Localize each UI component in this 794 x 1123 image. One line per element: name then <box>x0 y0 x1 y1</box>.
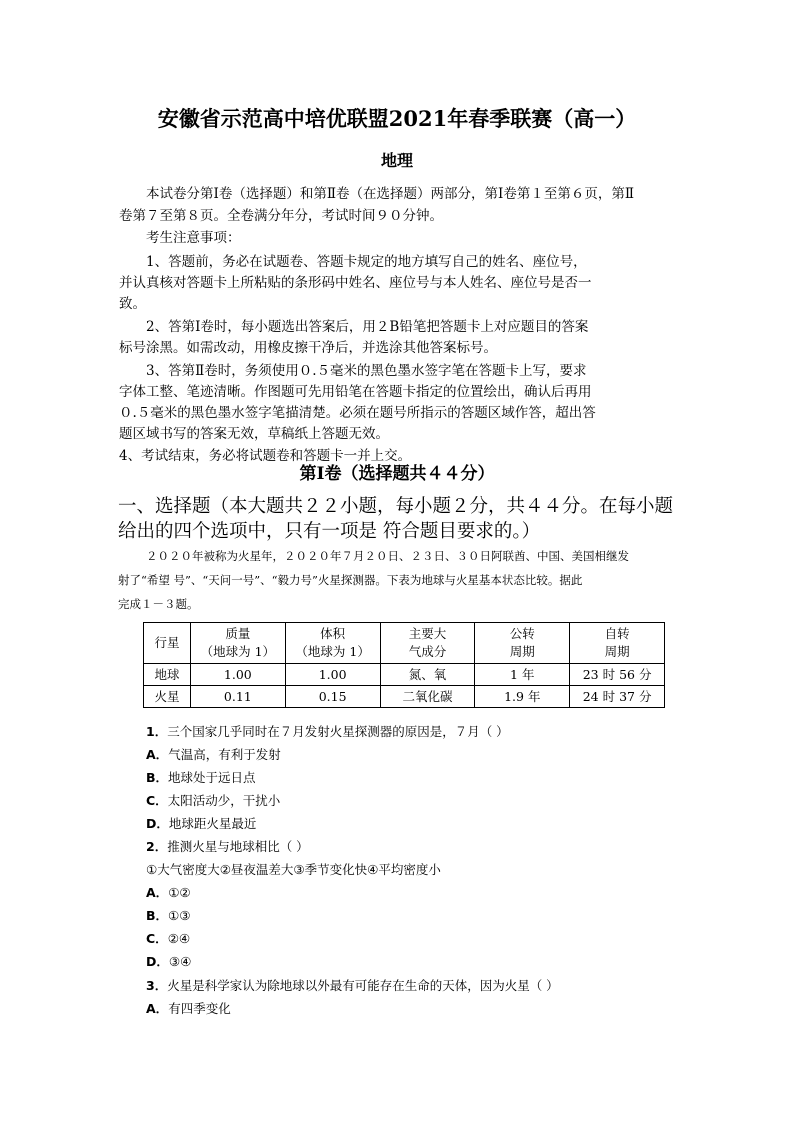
instruction-line: ０.５毫米的黑色墨水签字笔描清楚。必须在题号所指示的答题区域作答，超出答 <box>119 405 596 421</box>
intro-text: 完成１－３题。 <box>118 597 199 611</box>
option-b: B．①③ <box>146 908 191 923</box>
table-cell: 1.00 <box>190 664 285 686</box>
instruction-line: 3、答第Ⅱ卷时，务须使用０.５毫米的黑色墨水签字笔在答题卡上写，要求 <box>146 363 587 379</box>
table-header-row <box>144 623 665 664</box>
table-cell: 二氧化碳 <box>380 686 475 708</box>
option-a: A．有四季变化 <box>146 1001 231 1016</box>
table-row <box>144 664 665 686</box>
question-3: 3．火星是科学家认为除地球以外最有可能存在生命的天体，因为火星（ ） <box>146 978 559 993</box>
table-row <box>144 686 665 708</box>
table-header-cell: 质量 （地球为 1） <box>190 623 285 664</box>
table-cell: 24 时 37 分 <box>570 686 665 708</box>
option-c: C．②④ <box>146 931 191 946</box>
instruction-line: 并认真核对答题卡上所粘贴的条形码中姓名、座位号与本人姓名、座位号是否一 <box>119 275 592 291</box>
table-header-cell: 体积 （地球为 1） <box>285 623 380 664</box>
instruction-line: 致。 <box>119 296 146 312</box>
option-c: C．太阳活动少，干扰小 <box>146 793 281 808</box>
table-cell: 1.00 <box>285 664 380 686</box>
subject-title: 地理 <box>380 151 413 170</box>
table-cell: 1 年 <box>475 664 570 686</box>
instruction-line: 字体工整、笔迹清晰。作图题可先用铅笔在答题卡指定的位置绘出，确认后再用 <box>119 384 592 400</box>
option-a: A．①② <box>146 885 191 900</box>
intro-text: ２０２０年被称为火星年，２０２０年７月２０日、２３日、３０日阿联酋、中国、美国相继发 <box>146 549 629 563</box>
instruction-line: 1、答题前，务必在试题卷、答题卡规定的地方填写自己的姓名、座位号， <box>146 254 587 270</box>
instruction-line: 题区域书写的答案无效，草稿纸上答题无效。 <box>119 426 389 442</box>
instruction-line: 标号涂黑。如需改动，用橡皮擦干净后，并选涂其他答案标号。 <box>119 340 497 356</box>
table-cell: 1.9 年 <box>475 686 570 708</box>
option-d: D．地球距火星最近 <box>146 816 257 831</box>
planet-comparison-table <box>143 622 665 708</box>
question-2-statements: ①大气密度大②昼夜温差大③季节变化快④平均密度小 <box>146 862 441 877</box>
option-a: A．气温高，有利于发射 <box>146 747 281 762</box>
table-cell: 0.15 <box>285 686 380 708</box>
exam-title: 安徽省示范高中培优联盟2021年春季联赛（高一） <box>157 106 637 131</box>
table-cell: 氮、氧 <box>380 664 475 686</box>
section-2-heading: 给出的四个选项中，只有一项是 符合题目要求的。） <box>118 521 541 542</box>
instruction-line: 本试卷分第Ⅰ卷（选择题）和第Ⅱ卷（在选择题）两部分，第Ⅰ卷第１至第６页，第Ⅱ <box>146 186 635 202</box>
intro-text: 射了“希望 号”、“天问一号”、“毅力号”火星探测器。下表为地球与火星基本状态比较。据此 <box>118 573 583 587</box>
table-cell: 23 时 56 分 <box>570 664 665 686</box>
instruction-line: 2、答第Ⅰ卷时，每小题选出答案后，用２B铅笔把答题卡上对应题目的答案 <box>146 319 589 335</box>
option-b: B．地球处于远日点 <box>146 770 256 785</box>
section-1-title: 第Ⅰ卷（选择题共４４分） <box>299 464 495 484</box>
question-2: 2．推测火星与地球相比（ ） <box>146 839 309 854</box>
table-cell: 0.11 <box>190 686 285 708</box>
question-1: 1．三个国家几乎同时在７月发射火星探测器的原因是，７月（ ） <box>146 724 509 739</box>
instruction-line: 考生注意事项： <box>146 230 241 246</box>
instruction-line: 卷第７至第８页。全卷满分年分，考试时间９０分钟。 <box>119 208 443 224</box>
table-header-cell: 行星 <box>144 623 191 664</box>
table-header-cell: 主要大 气成分 <box>380 623 475 664</box>
table-cell: 火星 <box>144 686 191 708</box>
table-cell: 地球 <box>144 664 191 686</box>
option-d: D．③④ <box>146 954 192 969</box>
table-header-cell: 公转 周期 <box>475 623 570 664</box>
section-2-heading: 一、选择题（本大题共２２小题，每小题２分，共４４分。在每小题 <box>118 496 674 517</box>
instruction-line: 4、考试结束，务必将试题卷和答题卡一并上交。 <box>119 448 412 464</box>
table-header-cell: 自转 周期 <box>570 623 665 664</box>
